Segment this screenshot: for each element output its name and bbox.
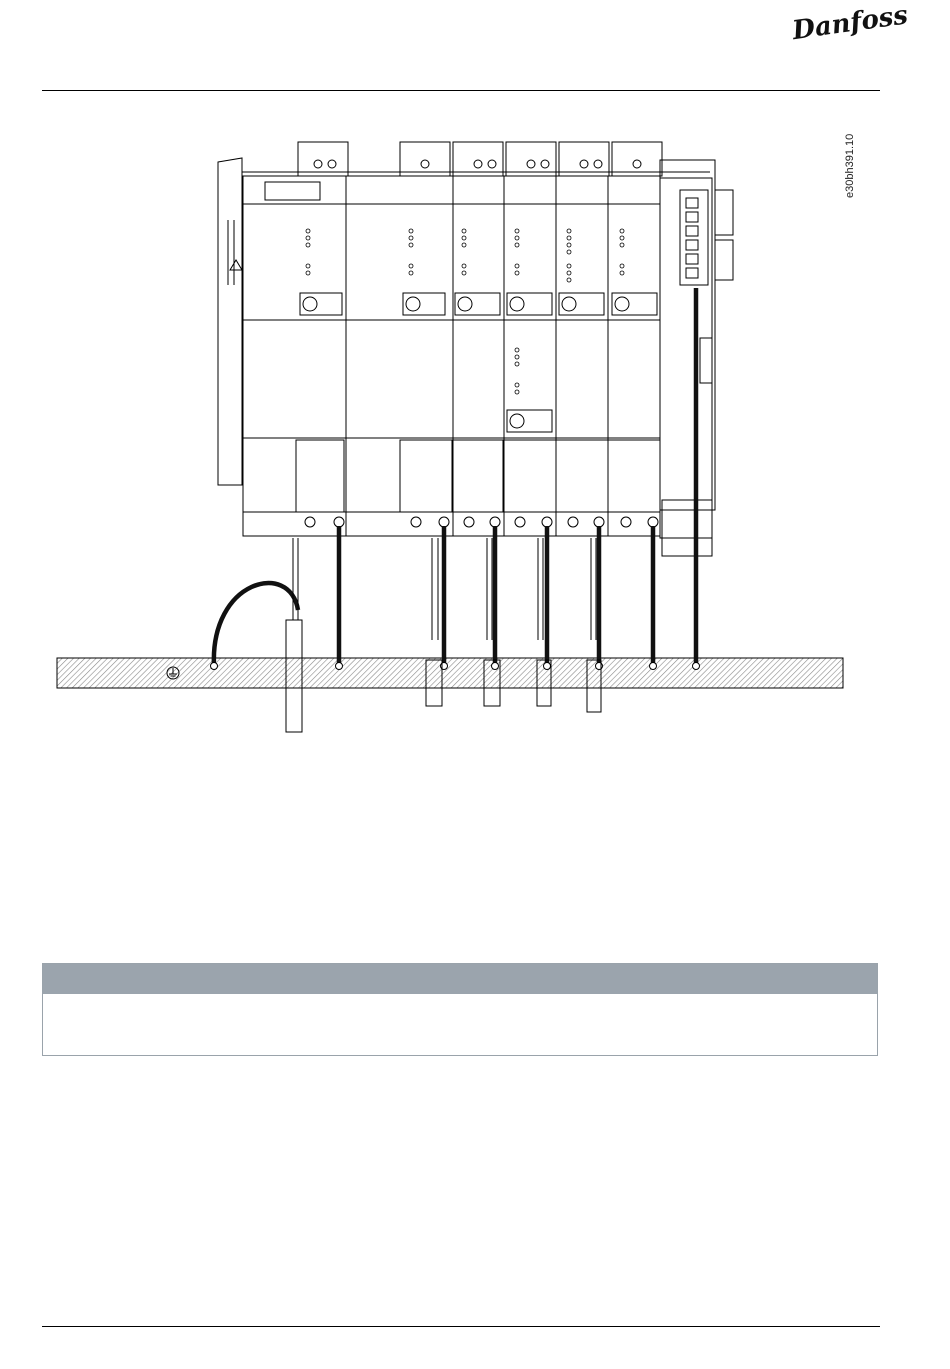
ground-cables: [214, 288, 696, 666]
note-box: [42, 963, 878, 1056]
header-rule: [42, 90, 880, 91]
warning-triangle-icon: [230, 260, 242, 270]
lower-covers: [296, 440, 660, 512]
ground-busbar: [57, 658, 843, 688]
top-connectors: [298, 142, 662, 176]
figure-id-text: e30bh391.10: [844, 133, 856, 198]
danfoss-logo: [790, 0, 910, 47]
technical-drawing: [40, 120, 870, 750]
module-brand-plate: [265, 182, 320, 200]
danfoss-logo-text: Danfoss: [790, 0, 910, 47]
terminal-screws: [305, 517, 658, 527]
module-chassis: [243, 176, 712, 538]
module-status-panels: [300, 229, 657, 432]
drive-side-panel: [218, 158, 242, 485]
note-header: [43, 964, 877, 994]
footer-rule: [42, 1326, 880, 1327]
